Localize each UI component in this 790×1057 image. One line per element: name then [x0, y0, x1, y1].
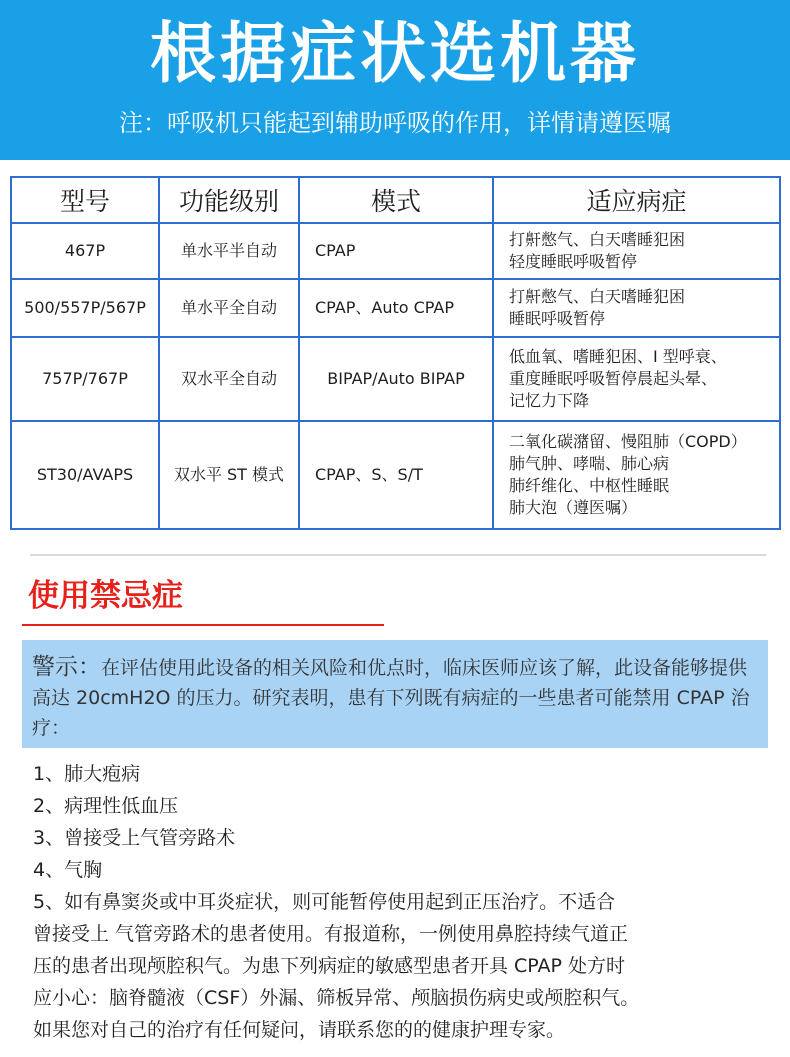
cell-model: 467P [11, 223, 159, 279]
contraindications-title: 使用禁忌症 [28, 578, 183, 614]
warning-label: 警示： [32, 654, 101, 680]
cell-mode: BIPAP/Auto BIPAP [299, 337, 493, 421]
indication-line: 轻度睡眠呼吸暂停 [509, 252, 638, 271]
list-item: 4、气胸 [33, 859, 103, 881]
cell-model: 757P/767P [11, 337, 159, 421]
contraindication-list [33, 758, 753, 1046]
cell-level: 单水平半自动 [159, 223, 299, 279]
indication-line: 打鼾憋气、白天嗜睡犯困 [509, 230, 686, 249]
list-item-5-line: 应小心：脑脊髓液（CSF）外漏、筛板异常、颅脑损伤病史或颅腔积气。 [33, 987, 640, 1009]
cell-indications [493, 279, 780, 337]
header-level: 功能级别 [159, 177, 299, 223]
table-row [11, 337, 780, 421]
header-banner [0, 0, 790, 160]
page-title: 根据症状选机器 [150, 15, 640, 92]
cell-level: 双水平 ST 模式 [159, 421, 299, 529]
model-table [10, 176, 781, 530]
warning-text: 在评估使用此设备的相关风险和优点时，临床医师应该了解，此设备能够提供高达 20cmH2O 的压力。研究表明，患有下列既有病症的一些患者可能禁用 CPAP 治疗： [32, 657, 750, 739]
indication-line: 记忆力下降 [509, 391, 590, 410]
indication-line: 睡眠呼吸暂停 [509, 309, 606, 328]
indication-line: 低血氧、嗜睡犯困、I 型呼衰、 [509, 347, 727, 366]
cell-mode: CPAP、S、S/T [299, 421, 493, 529]
indication-line: 重度睡眠呼吸暂停晨起头晕、 [509, 369, 718, 388]
list-item: 1、肺大疱病 [33, 763, 141, 785]
header-mode: 模式 [299, 177, 493, 223]
cell-indications [493, 223, 780, 279]
table-row [11, 421, 780, 529]
indication-line: 肺大泡（遵医嘱） [509, 498, 638, 517]
header-model: 型号 [11, 177, 159, 223]
header-note: 注：呼吸机只能起到辅助呼吸的作用，详情请遵医嘱 [119, 109, 671, 137]
indication-line: 打鼾憋气、白天嗜睡犯困 [509, 287, 686, 306]
list-item: 2、病理性低血压 [33, 795, 179, 817]
list-item: 3、曾接受上气管旁路术 [33, 827, 236, 849]
indication-line: 肺纤维化、中枢性睡眠 [509, 476, 670, 495]
title-underline [22, 624, 384, 626]
cell-indications [493, 421, 780, 529]
cell-mode: CPAP [299, 223, 493, 279]
table-row [11, 223, 780, 279]
header-indications: 适应病症 [493, 177, 780, 223]
indication-line: 肺气肿、哮喘、肺心病 [509, 454, 670, 473]
cell-model: ST30/AVAPS [11, 421, 159, 529]
list-item-5-line: 5、如有鼻窦炎或中耳炎症状，则可能暂停使用起到正压治疗。不适合 [33, 891, 616, 913]
table-row [11, 279, 780, 337]
list-item-5-line: 如果您对自己的治疗有任何疑问，请联系您的的健康护理专家。 [33, 1019, 566, 1041]
cell-model: 500/557P/567P [11, 279, 159, 337]
indication-line: 二氧化碳潴留、慢阻肺（COPD） [509, 432, 747, 451]
cell-level: 双水平全自动 [159, 337, 299, 421]
cell-level: 单水平全自动 [159, 279, 299, 337]
cell-indications [493, 337, 780, 421]
table-header-row [11, 177, 780, 223]
cell-mode: CPAP、Auto CPAP [299, 279, 493, 337]
list-item-5-line: 曾接受上 气管旁路术的患者使用。有报道称，一例使用鼻腔持续气道正 [33, 923, 629, 945]
warning-box [22, 640, 768, 748]
list-item-5-line: 压的患者出现颅腔积气。为患下列病症的敏感型患者开具 CPAP 处方时 [33, 955, 626, 977]
section-divider [30, 554, 766, 556]
